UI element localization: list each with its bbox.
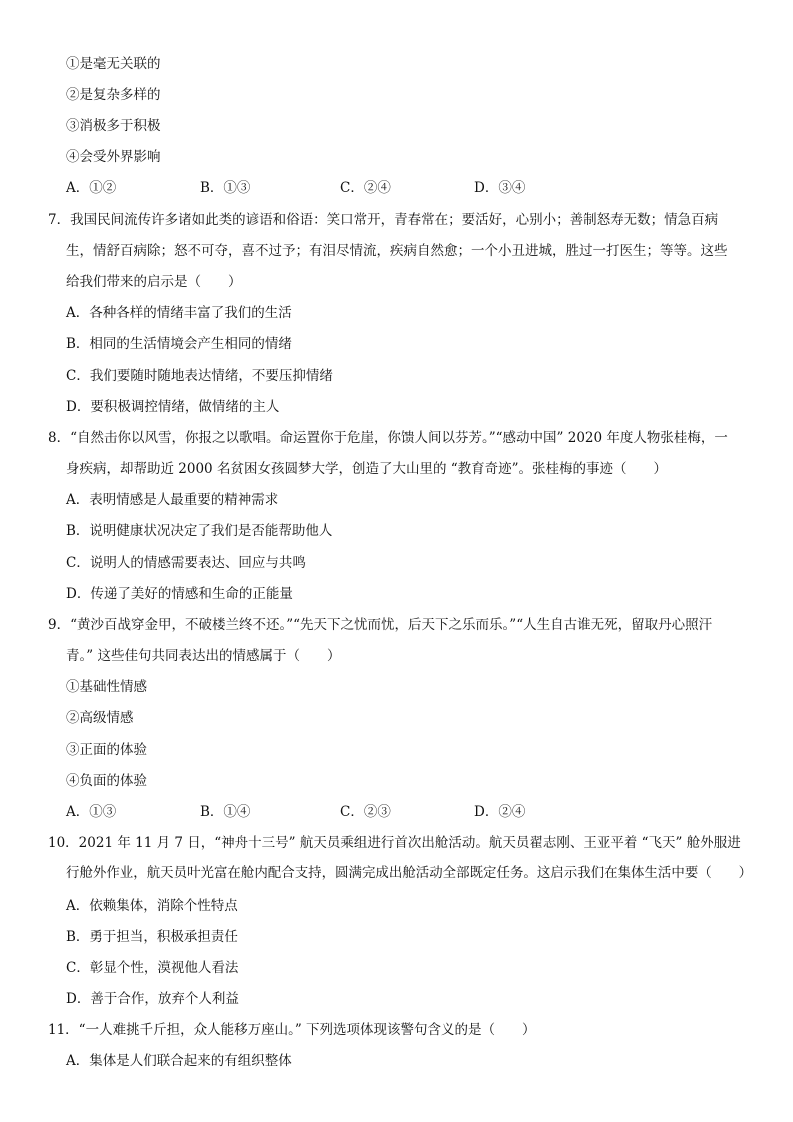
q9-item-4: ④负面的体验 — [66, 773, 147, 789]
q7-option-c: C．我们要随时随地表达情绪，不要压抑情绪 — [66, 368, 333, 384]
q9-option-d: D．②④ — [474, 804, 526, 820]
q7-option-d: D．要积极调控情绪，做情绪的主人 — [66, 399, 280, 415]
q9-option-c: C．②③ — [340, 804, 391, 820]
q6-item-4: ④会受外界影响 — [66, 149, 161, 165]
q10-option-c: C．彰显个性，漠视他人看法 — [66, 960, 239, 976]
q8-option-c: C．说明人的情感需要表达、回应与共鸣 — [66, 555, 306, 571]
q10-option-a: A．依赖集体，消除个性特点 — [66, 898, 238, 914]
q10-option-d: D．善于合作，放弃个人利益 — [66, 991, 239, 1007]
q11-option-a: A．集体是人们联合起来的有组织整体 — [66, 1053, 292, 1069]
q8-option-b: B．说明健康状况决定了我们是否能帮助他人 — [66, 523, 333, 539]
q9-stem-line-2: 青。” 这些佳句共同表达出的情感属于（ ） — [66, 648, 341, 664]
q6-item-2: ②是复杂多样的 — [66, 87, 161, 103]
q10-option-b: B．勇于担当，积极承担责任 — [66, 929, 238, 945]
q6-option-c: C．②④ — [340, 180, 391, 196]
q8-option-a: A．表明情感是人最重要的精神需求 — [66, 492, 279, 508]
q9-option-b: B．①④ — [200, 804, 251, 820]
q9-options — [66, 802, 626, 822]
q6-option-b: B．①③ — [200, 180, 251, 196]
q7-option-b: B．相同的生活情境会产生相同的情绪 — [66, 336, 292, 352]
q7-stem-line-2: 生，情舒百病除；怒不可夺，喜不过予；有泪尽情流，疾病自然愈；一个小丑进城，胜过一打医生；等等。这些 — [66, 243, 728, 259]
q9-item-2: ②高级情感 — [66, 710, 134, 726]
q10-stem-line-2: 行舱外作业，航天员叶光富在舱内配合支持，圆满完成出舱活动全部既定任务。这启示我们在集体生活中要（ ） — [66, 866, 753, 881]
q6-option-a: A．①② — [66, 180, 117, 196]
q7-option-a: A．各种各样的情绪丰富了我们的生活 — [66, 305, 292, 321]
q9-item-1: ①基础性情感 — [66, 679, 147, 695]
q9-stem-line-1: 9．“黄沙百战穿金甲，不破楼兰终不还。”“先天下之忧而忧，后天下之乐而乐。”“人生自古谁无死，留取丹心照汗 — [48, 617, 713, 633]
q10-stem-line-1: 10．2021 年 11 月 7 日，“神舟十三号” 航天员乘组进行首次出舱活动。航天员翟志刚、王亚平着 “飞天” 舱外服进 — [48, 835, 741, 851]
q8-option-d: D．传递了美好的情感和生命的正能量 — [66, 586, 293, 602]
q6-item-1: ①是毫无关联的 — [66, 56, 161, 72]
q7-stem-line-3: 给我们带来的启示是（ ） — [66, 274, 242, 290]
q6-option-d: D．③④ — [474, 180, 526, 196]
q6-options — [66, 178, 626, 198]
q9-option-a: A．①③ — [66, 804, 117, 820]
q9-item-3: ③正面的体验 — [66, 742, 147, 758]
q11-stem-line-1: 11．“一人难挑千斤担，众人能移万座山。” 下列选项体现该警句含义的是（ ） — [48, 1022, 536, 1038]
q7-stem-line-1: 7．我国民间流传许多诸如此类的谚语和俗语：笑口常开，青春常在；要活好，心别小；善制怒寿无数；情急百病 — [48, 212, 719, 228]
q8-stem-line-2: 身疾病，却帮助近 2000 名贫困女孩圆梦大学，创造了大山里的 “教育奇迹”。张桂梅的事迹（ ） — [66, 461, 668, 477]
q8-stem-line-1: 8．“自然击你以风雪，你报之以歌唱。命运置你于危崖，你馈人间以芬芳。”“感动中国” 2020 年度人物张桂梅，一 — [48, 430, 728, 446]
q6-item-3: ③消极多于积极 — [66, 118, 161, 134]
